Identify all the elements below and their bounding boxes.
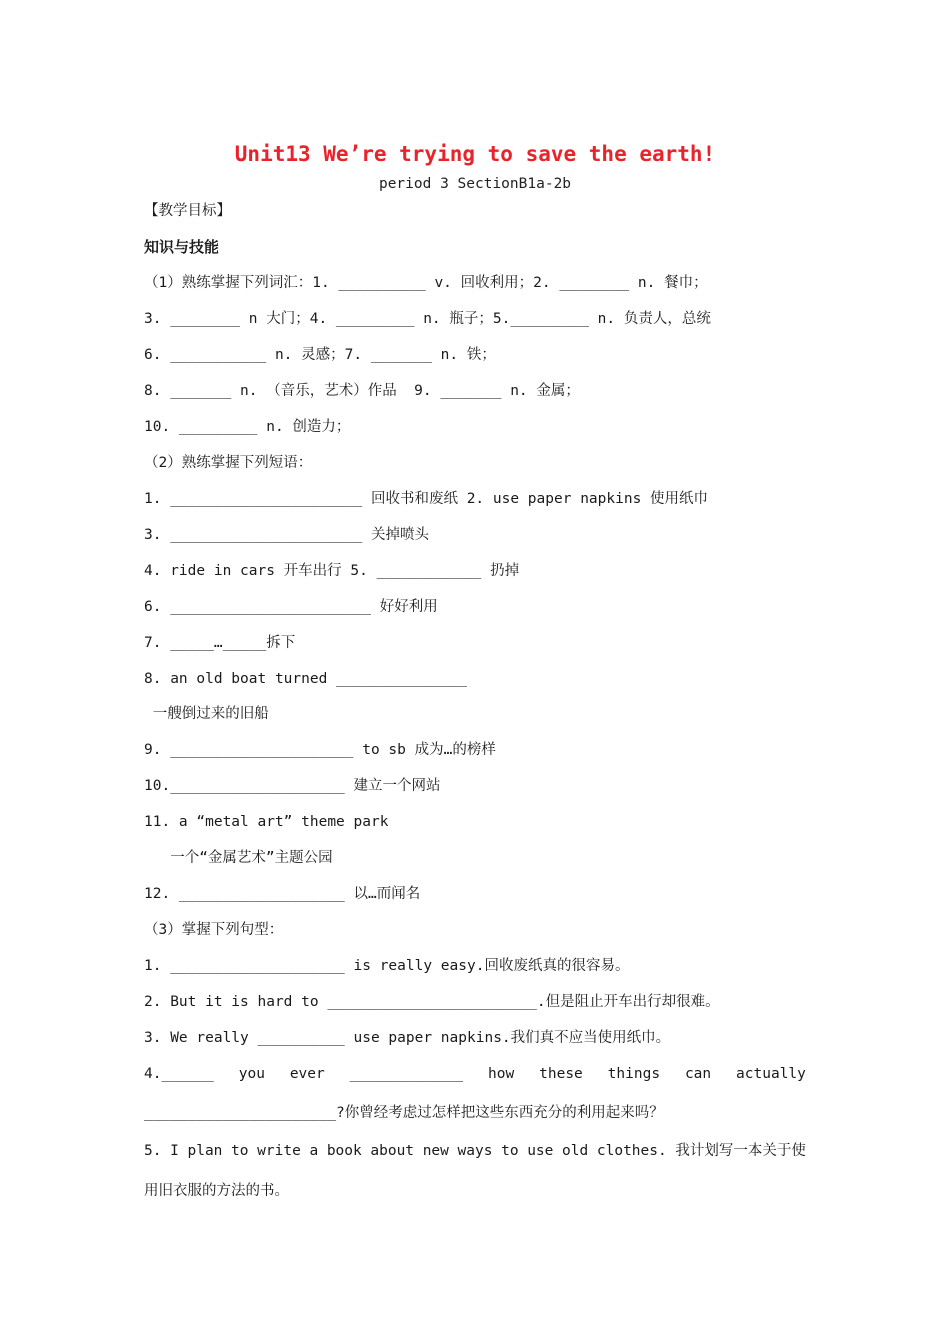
word: to (231, 1143, 249, 1159)
sentences-intro: （3）掌握下列句型： (144, 922, 284, 938)
word: _____________ (349, 1066, 464, 1082)
word: you (238, 1066, 265, 1082)
word: new (422, 1143, 449, 1159)
word: write (257, 1143, 301, 1159)
phrase-line: 一个“金属艺术”主题公园 (144, 850, 333, 866)
word: ever (289, 1066, 325, 1082)
document-title: Unit13 We’re trying to save the earth! (234, 142, 716, 166)
sentence-5-continued: 用旧衣服的方法的书。 (144, 1183, 289, 1199)
phrase-line: 一艘倒过来的旧船 (144, 706, 269, 722)
word: how (488, 1066, 515, 1082)
word: plan (187, 1143, 223, 1159)
sentence-line: 1. ____________________ is really easy.回收废纸真的很容易。 (144, 958, 630, 974)
word: can (684, 1066, 712, 1082)
word: ways (457, 1143, 493, 1159)
word: about (370, 1143, 415, 1159)
vocab-intro: （1）熟练掌握下列词汇：1. __________ v. 回收利用；2. ________ n. 餐巾； (144, 275, 708, 291)
document-subtitle: period 3 SectionB1a-2b (378, 176, 572, 192)
vocab-line: 6. ___________ n. 灵感；7. _______ n. 铁； (144, 347, 496, 363)
word: things (607, 1066, 661, 1082)
sentence-4-continued: ______________________?你曾经考虑过怎样把这些东西充分的利用起来吗？ (144, 1105, 664, 1121)
word: to (501, 1143, 519, 1159)
sentence-4 (144, 1063, 806, 1085)
vocab-line: 3. ________ n 大门；4. _________ n. 瓶子；5._________ n. 负责人，总统 (144, 311, 711, 327)
phrases-intro: （2）熟练掌握下列短语： (144, 455, 313, 471)
word: old (562, 1143, 589, 1159)
word: I (170, 1143, 179, 1159)
sentence-line: 2. But it is hard to ________________________.但是阻止开车出行却很难。 (144, 994, 720, 1010)
phrase-line: 7. _____…_____拆下 (144, 635, 296, 651)
word: clothes. (596, 1143, 667, 1159)
phrase-line: 1. ______________________ 回收书和废纸 2. use paper napkins 使用纸巾 (144, 491, 709, 507)
sentence-line: 3. We really __________ use paper napkins.我们真不应当使用纸巾。 (144, 1030, 671, 1046)
vocab-line: 10. _________ n. 创造力； (144, 419, 351, 435)
word: book (326, 1143, 362, 1159)
phrase-line: 3. ______________________ 关掉喷头 (144, 527, 429, 543)
phrase-line: 12. ___________________ 以…而闻名 (144, 886, 421, 902)
word: use (527, 1143, 554, 1159)
sentence-5 (144, 1140, 806, 1162)
phrase-line: 10.____________________ 建立一个网站 (144, 778, 441, 794)
word: actually (736, 1066, 806, 1082)
phrase-line: 6. _______________________ 好好利用 (144, 599, 438, 615)
phrase-line: 9. _____________________ to sb 成为…的榜样 (144, 742, 496, 758)
section-heading: 【教学目标】 (144, 203, 231, 219)
word: 我计划写一本关于使 (675, 1143, 806, 1159)
word: 5. (144, 1143, 162, 1159)
vocab-line: 8. _______ n. （音乐，艺术）作品 9. _______ n. 金属； (144, 383, 580, 399)
word: 4.______ (144, 1066, 214, 1082)
word: a (309, 1143, 319, 1159)
phrase-line: 11. a “metal art” theme park (144, 814, 389, 830)
subheading: 知识与技能 (144, 238, 220, 256)
phrase-line: 8. an old boat turned _______________ (144, 671, 468, 687)
word: these (539, 1066, 583, 1082)
phrase-line: 4. ride in cars 开车出行 5. ____________ 扔掉 (144, 563, 520, 579)
